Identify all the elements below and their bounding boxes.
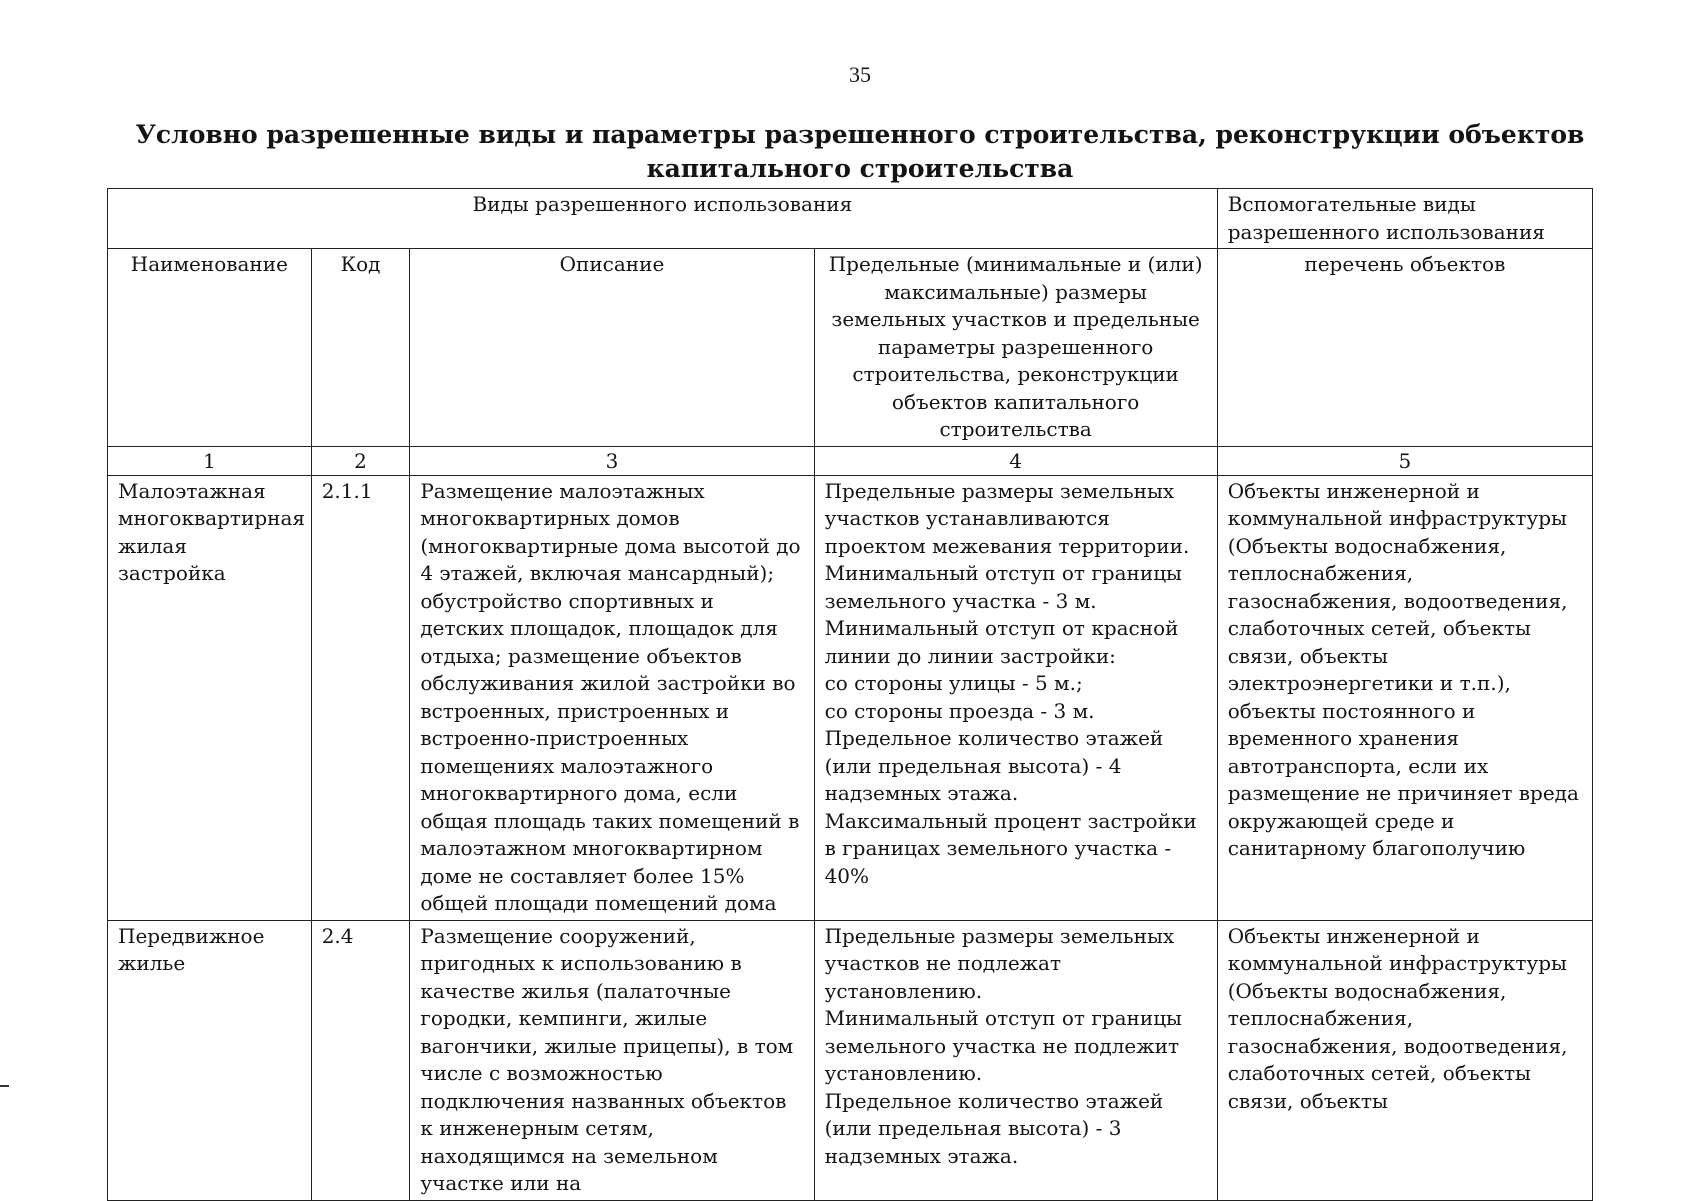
column-header-description: Описание (410, 249, 814, 447)
margin-mark (0, 1085, 9, 1087)
use-description-cell: Размещение малоэтажных многоквартирных домов (многоквартирные дома высотой до 4 этажей, включая мансардный); обустройство спортивных и детских площадок, площадок для отдыха; размещение объектов обслуживания жилой застройки во встроенных, пристроенных и встроенно-пристроенных помещениях малоэтажного многоквартирного дома, если общая площадь таких помещений в малоэтажном многоквартирном доме не составляет более 15% общей площади помещений дома (410, 475, 814, 920)
auxiliary-objects-cell: Объекты инженерной и коммунальной инфраструктуры (Объекты водоснабжения, теплоснабжения, газоснабжения, водоотведения, слаботочных сетей, объекты связи, объекты (1217, 920, 1592, 1200)
column-number: 5 (1217, 446, 1592, 475)
auxiliary-objects-cell: Объекты инженерной и коммунальной инфраструктуры (Объекты водоснабжения, теплоснабжения, газоснабжения, водоотведения, слаботочных сетей, объекты связи, объекты электроэнергетики и т.п.), объекты постоянного и временного хранения автотранспорта, если их размещение не причиняет вреда окружающей среде и санитарному благополучию (1217, 475, 1592, 920)
column-header-parameters: Предельные (минимальные и (или) максимальные) размеры земельных участков и предельные параметры разрешенного строительства, реконструкции объектов капитального строительства (814, 249, 1217, 447)
use-name-cell: Передвижное жилье (108, 920, 312, 1200)
use-parameters-cell: Предельные размеры земельных участков устанавливаются проектом межевания территории. Минимальный отступ от границы земельного участка - 3 м. Минимальный отступ от красной линии до линии застройки: со стороны улицы - 5 м.; со стороны проезда - 3 м. Предельное количество этажей (или предельная высота) - 4 надземных этажа. Максимальный процент застройки в границах земельного участка - 40% (814, 475, 1217, 920)
group-header-main: Виды разрешенного использования (108, 189, 1218, 249)
use-parameters-cell: Предельные размеры земельных участков не подлежат установлению. Минимальный отступ от границы земельного участка не подлежит установлению. Предельное количество этажей (или предельная высота) - 3 надземных этажа. (814, 920, 1217, 1200)
column-header-code: Код (311, 249, 410, 447)
table-row (108, 920, 1593, 1200)
column-number: 2 (311, 446, 410, 475)
column-header-name: Наименование (108, 249, 312, 447)
column-number: 4 (814, 446, 1217, 475)
permitted-use-table (107, 188, 1593, 1201)
use-name-cell: Малоэтажная многоквартирная жилая застройка (108, 475, 312, 920)
column-number-row (108, 446, 1593, 475)
use-code-cell: 2.4 (311, 920, 410, 1200)
column-number: 1 (108, 446, 312, 475)
page-number: 35 (849, 62, 871, 87)
table-group-header-row (108, 189, 1593, 249)
use-description-cell: Размещение сооружений, пригодных к использованию в качестве жилья (палаточные городки, кемпинги, жилые вагончики, жилые прицепы), в том числе с возможностью подключения названных объектов к инженерным сетям, находящимся на земельном участке или на (410, 920, 814, 1200)
table-column-header-row (108, 249, 1593, 447)
document-title: Условно разрешенные виды и параметры разрешенного строительства, реконструкции объектов капитального строительства (135, 120, 1585, 183)
column-number: 3 (410, 446, 814, 475)
table-row (108, 475, 1593, 920)
use-code-cell: 2.1.1 (311, 475, 410, 920)
group-header-auxiliary: Вспомогательные виды разрешенного использования (1217, 189, 1592, 249)
column-header-objects-list: перечень объектов (1217, 249, 1592, 447)
